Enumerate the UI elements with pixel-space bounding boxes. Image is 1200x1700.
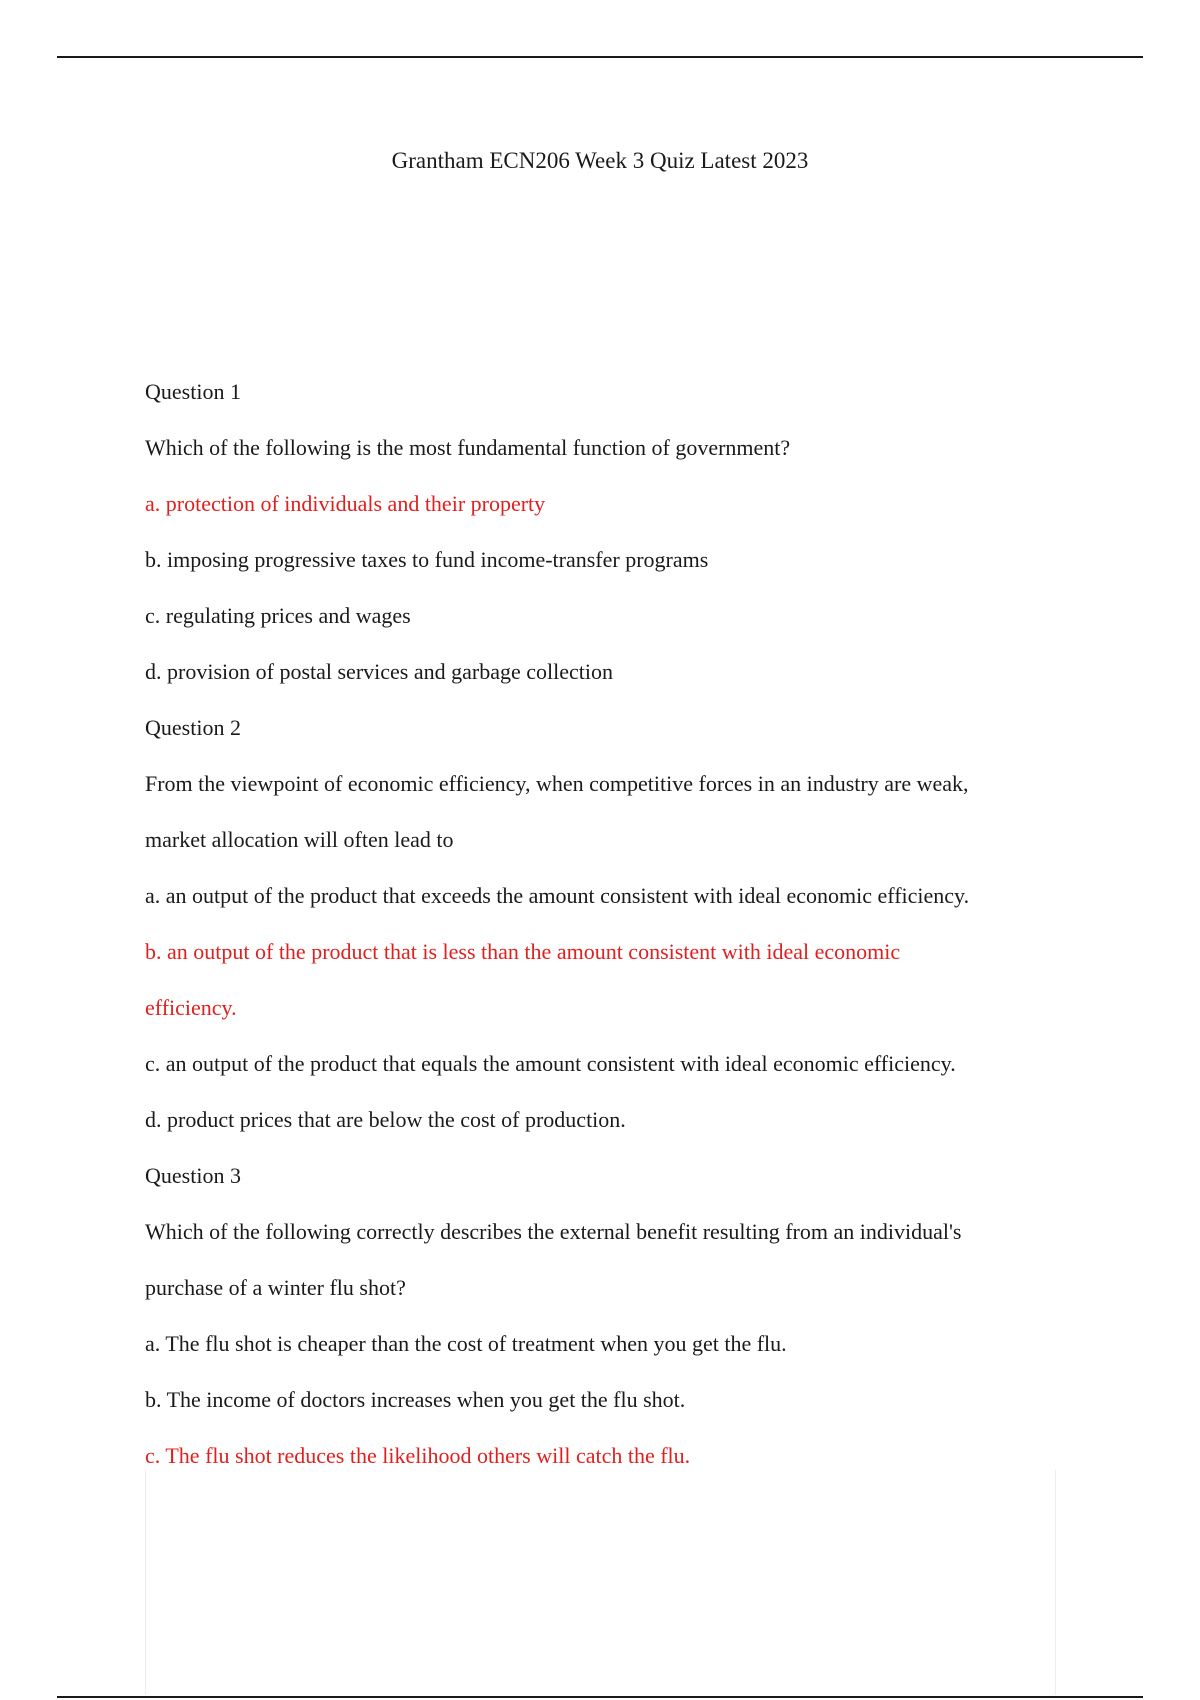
answer-option: b. imposing progressive taxes to fund income-transfer programs (145, 547, 709, 572)
question-heading: Question 2 (145, 715, 241, 740)
answer-option: a. The flu shot is cheaper than the cost of treatment when you get the flu. (145, 1331, 787, 1356)
question-prompt: Which of the following correctly describes the external benefit resulting from an individual's (145, 1219, 962, 1244)
answer-option: c. regulating prices and wages (145, 603, 411, 628)
margin-guide (145, 1470, 146, 1695)
document-body (145, 364, 1065, 1484)
question-heading: Question 1 (145, 379, 241, 404)
answer-option-correct: c. The flu shot reduces the likelihood others will catch the flu. (145, 1443, 691, 1468)
question-prompt: Which of the following is the most fundamental function of government? (145, 435, 791, 460)
question-prompt: purchase of a winter flu shot? (145, 1275, 406, 1300)
margin-guide (1055, 1470, 1056, 1695)
question-prompt: From the viewpoint of economic efficiency, when competitive forces in an industry are weak, (145, 771, 969, 796)
question-heading: Question 3 (145, 1163, 241, 1188)
document-title: Grantham ECN206 Week 3 Quiz Latest 2023 (391, 148, 809, 173)
answer-option: c. an output of the product that equals the amount consistent with ideal economic efficiency. (145, 1051, 956, 1076)
bottom-rule (57, 1696, 1143, 1698)
answer-option-correct: b. an output of the product that is less than the amount consistent with ideal economic (145, 939, 901, 964)
answer-option: d. product prices that are below the cost of production. (145, 1107, 626, 1132)
answer-option: a. an output of the product that exceeds the amount consistent with ideal economic efficiency. (145, 883, 970, 908)
answer-option-correct: a. protection of individuals and their property (145, 491, 546, 516)
answer-option-correct: efficiency. (145, 995, 237, 1020)
top-rule (57, 56, 1143, 58)
question-prompt: market allocation will often lead to (145, 827, 454, 852)
answer-option: b. The income of doctors increases when you get the flu shot. (145, 1387, 686, 1412)
answer-option: d. provision of postal services and garbage collection (145, 659, 613, 684)
